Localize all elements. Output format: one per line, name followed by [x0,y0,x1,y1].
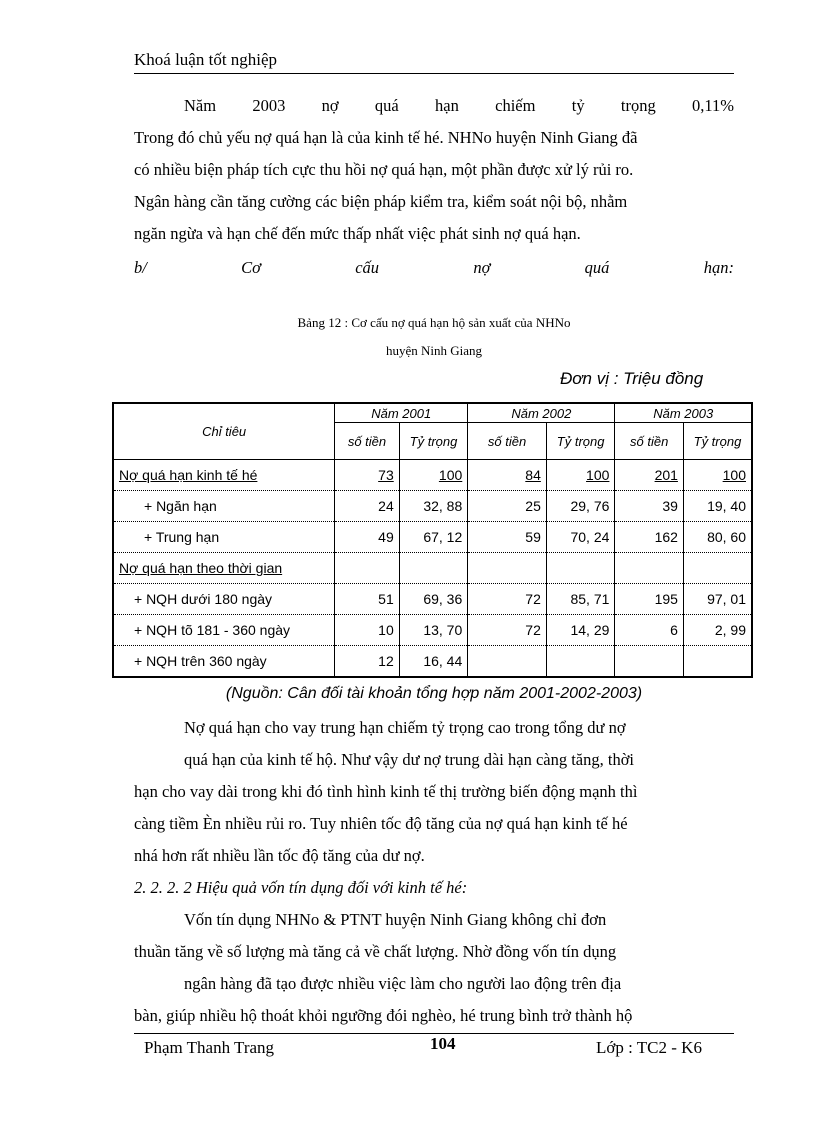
cell: 51 [335,584,400,615]
row-label: + Ngăn hạn [113,491,335,522]
word: nợ [321,96,339,115]
word: quá [584,258,610,277]
cell [683,646,752,678]
cell [615,553,684,584]
cell: 13, 70 [399,615,468,646]
paragraph-2-line: Nợ quá hạn cho vay trung hạn chiếm tỷ trọng cao trong tổng dư nợ [184,718,626,737]
data-table [112,402,753,678]
word: trọng [620,96,656,115]
cell-value: 100 [722,467,746,483]
cell [399,460,468,491]
word: quá [374,96,399,115]
paragraph-1-line: Trong đó chủ yếu nợ quá hạn là của kinh tế hé. NHNo huyện Ninh Giang đã [134,128,638,147]
cell-value: 100 [438,467,463,483]
cell [335,553,400,584]
table-row [113,615,752,646]
year-header: Năm 2001 [335,403,468,423]
table-row [113,646,752,678]
cell [399,553,468,584]
row-label-text: Nợ quá hạn kinh tế hé [119,467,258,483]
paragraph-3-line: thuần tăng về số lượng mà tăng cả về chất lượng. Nhờ đồng vốn tín dụng [134,942,617,961]
cell [683,460,752,491]
page-number: 104 [430,1034,456,1053]
word: cấu [355,258,380,277]
cell: 162 [615,522,684,553]
cell-value: 84 [525,467,541,483]
cell-value: 201 [654,467,678,483]
cell: 72 [468,584,547,615]
sub-header-share: Tỷ trọng [683,423,752,460]
cell [468,553,547,584]
cell: 10 [335,615,400,646]
cell [546,553,615,584]
cell: 69, 36 [399,584,468,615]
cell: 12 [335,646,400,678]
paragraph-3-line: Vốn tín dụng NHNo & PTNT huyện Ninh Giang không chỉ đơn [184,910,607,929]
cell [615,460,684,491]
cell: 32, 88 [399,491,468,522]
paragraph-2-line: nhá hơn rất nhiều lần tốc độ tăng của dư nợ. [134,846,425,865]
cell: 39 [615,491,684,522]
paragraph-1-line-1 [134,90,734,122]
paragraph-2-line: quá hạn của kinh tế hộ. Như vậy dư nợ trung dài hạn càng tăng, thời [184,750,635,769]
word: b/ [134,258,147,277]
header-rule [134,73,734,74]
table-caption-line-2: huyện Ninh Giang [385,343,483,358]
table-source: (Nguồn: Cân đối tài khoản tổng hợp năm 2001-2002-2003) [225,685,643,702]
cell: 19, 40 [683,491,752,522]
cell: 70, 24 [546,522,615,553]
year-header: Năm 2003 [615,403,752,423]
sub-header-amount: số tiền [335,423,400,460]
paragraph-1-line: ngăn ngừa và hạn chế đến mức thấp nhất việc phát sinh nợ quá hạn. [134,224,581,243]
unit-label: Đơn vị : Triệu đồng [560,369,704,388]
table-row [113,553,752,584]
row-label [113,460,335,491]
cell: 97, 01 [683,584,752,615]
word: Năm [184,96,217,115]
sub-header-amount: số tiền [468,423,547,460]
row-label: + NQH trên 360 ngày [113,646,335,678]
word: 0,11% [691,96,734,115]
cell: 72 [468,615,547,646]
cell: 49 [335,522,400,553]
row-label: + NQH tõ 181 - 360 ngày [113,615,335,646]
cell: 67, 12 [399,522,468,553]
cell [546,646,615,678]
paragraph-2-line: hạn cho vay dài trong khi đó tình hình kinh tế thị trường biến động mạnh thì [134,782,638,801]
cell-value: 73 [378,467,394,483]
paragraph-3-line: ngân hàng đã tạo được nhiều việc làm cho người lao động trên địa [184,974,622,993]
table-header-years [113,403,752,423]
cell: 195 [615,584,684,615]
cell [468,646,547,678]
cell [335,460,400,491]
cell [683,553,752,584]
cell [468,460,547,491]
word: tỷ [571,96,585,115]
word: chiếm [495,96,536,115]
footer-author: Phạm Thanh Trang [144,1038,275,1057]
table-row [113,522,752,553]
paragraph-2-line: càng tiềm Èn nhiều rủi ro. Tuy nhiên tốc độ tăng của nợ quá hạn kinh tế hé [134,814,628,833]
paragraph-3-line: bàn, giúp nhiều hộ thoát khỏi ngưỡng đói nghèo, hé trung bình trở thành hộ [134,1006,633,1025]
cell: 16, 44 [399,646,468,678]
table-caption-line-1: Bảng 12 : Cơ cấu nợ quá hạn hộ sản xuất của NHNo [297,315,571,330]
footer-class: Lớp : TC2 - K6 [596,1038,702,1057]
paragraph-1-line: Ngân hàng cần tăng cường các biện pháp kiểm tra, kiểm soát nội bộ, nhằm [134,192,628,211]
cell: 24 [335,491,400,522]
section-heading: 2. 2. 2. 2 Hiệu quả vốn tín dụng đối với kinh tế hé: [134,878,468,897]
section-b-heading [134,252,734,284]
word: 2003 [252,96,286,115]
cell: 25 [468,491,547,522]
cell: 29, 76 [546,491,615,522]
cell: 14, 29 [546,615,615,646]
cell: 85, 71 [546,584,615,615]
year-header: Năm 2002 [468,403,615,423]
table-row [113,584,752,615]
cell-value: 100 [586,467,610,483]
row-label: + NQH dưới 180 ngày [113,584,335,615]
word: Cơ [241,258,261,277]
sub-header-share: Tỷ trọng [546,423,615,460]
row-label [113,553,335,584]
sub-header-share: Tỷ trọng [399,423,468,460]
sub-header-amount: số tiền [615,423,684,460]
cell: 59 [468,522,547,553]
col-label: Chỉ tiêu [113,403,335,460]
cell [546,460,615,491]
word: hạn: [703,258,734,277]
cell: 2, 99 [683,615,752,646]
word: hạn [435,96,459,115]
cell: 80, 60 [683,522,752,553]
paragraph-2 [134,712,734,872]
word: nợ [473,258,491,277]
cell [615,646,684,678]
table-row [113,491,752,522]
cell: 6 [615,615,684,646]
table-row [113,460,752,491]
header-title: Khoá luận tốt nghiệp [134,50,278,69]
paragraph-1-line: có nhiều biện pháp tích cực thu hồi nợ quá hạn, một phần được xử lý rủi ro. [134,160,634,179]
row-label-text: Nợ quá hạn theo thời gian [119,560,283,576]
row-label: + Trung hạn [113,522,335,553]
paragraph-3 [134,904,734,1032]
paragraph-1 [134,90,734,250]
